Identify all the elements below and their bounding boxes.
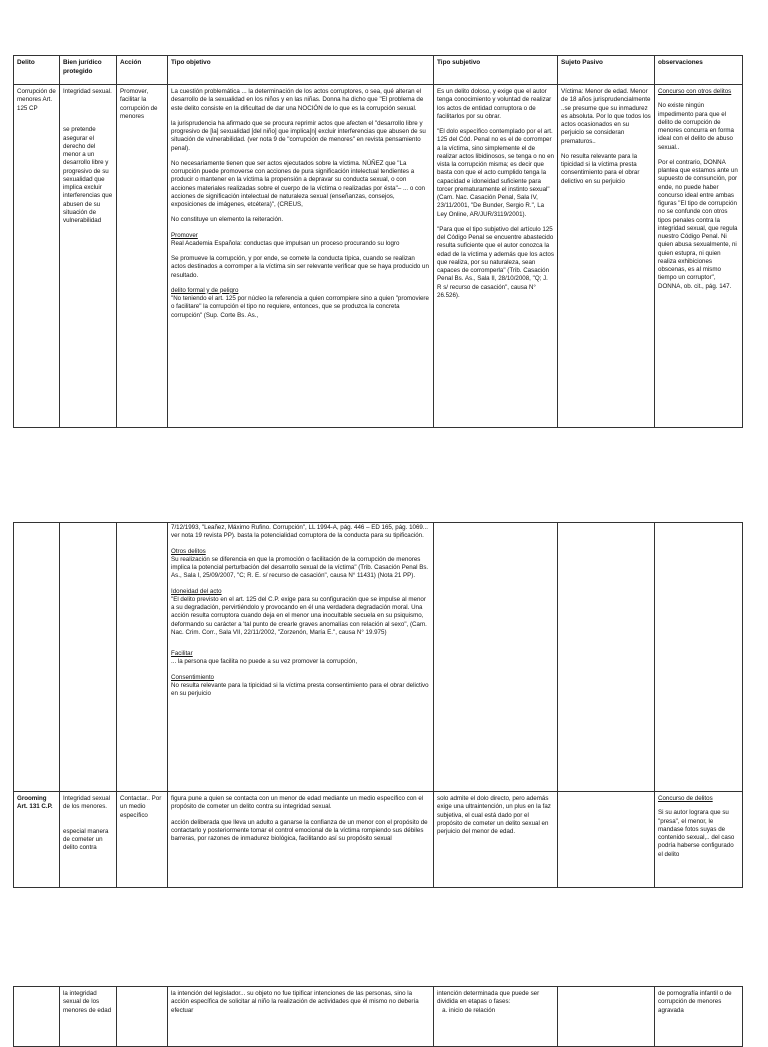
paragraph: "Para que el tipo subjetivo del artículo 125 del Código Penal se encuentre abastecido resulta suficiente que el autor conozca la edad de la víctima y además que los actos que realiza, por su naturaleza, sean capaces de corromperla" (Trib. Casación Penal Bs. As., Sala II, 28/10/2008, "Q; J. R s/ recurso de casación", causa N° 26.526). <box>437 225 554 299</box>
paragraph: No existe ningún impedimento para que el delito de corrupción de menores concurra en forma ideal con el delito de abuso sexual.. <box>658 102 735 151</box>
table-row <box>14 85 743 428</box>
paragraph: Se promueve la corrupción, y por ende, se comete la conducta típica, cuando se realizan actos destinados a corromper a la víctima sin ser relevante verificar que se haya producido un resultado. <box>171 255 429 279</box>
paragraph: No resulta relevante para la tipicidad si la víctima presta consentimiento para el obrar delictivo en su perjuicio <box>561 152 640 185</box>
paragraph: Si su autor lograra que su "presa", el menor, le mandase fotos suyas de contenido sexual,.. del caso podría haberse configurado el delito <box>658 809 735 858</box>
bien-juridico-detail: especial manera de cometer un delito contra <box>63 827 109 851</box>
paragraph: "No teniendo el art. 125 por núcleo la referencia a quien corrompiere sino a quien "promoviere o facilitare" la corrupción el tipo no requiere, entonces, que se produzca la concreta corrupción" (Sup. Corte Bs. As., <box>171 295 429 319</box>
cell-delito <box>14 987 60 1047</box>
bien-juridico-text: Integridad sexual de los menores. <box>63 795 111 811</box>
cell-tipo-subjetivo <box>434 523 558 792</box>
cell-sujeto-pasivo <box>558 792 655 888</box>
cell-accion <box>117 987 168 1047</box>
paragraph: 7/12/1993, "Leañez, Máximo Rufino. Corrupción", LL 1994-A, pág. 446 – ED 165, pág. 1069... ver nota 19 revista PP). basta la potencialidad corruptora de la conducta para su tipificación. <box>171 524 428 540</box>
subheading-peligro: delito formal y de peligro <box>171 286 239 294</box>
subheading-facilitar: Facilitar <box>171 650 193 657</box>
cell-bien-juridico <box>60 85 117 428</box>
header-accion: Acción <box>117 56 168 85</box>
table-row <box>14 792 743 888</box>
table-row <box>14 987 743 1047</box>
header-bien-juridico: Bien jurídico protegido <box>60 56 117 85</box>
header-tipo-objetivo: Tipo objetivo <box>168 56 434 85</box>
header-delito: Delito <box>14 56 60 85</box>
cell-bien-juridico: la integridad sexual de los menores de edad <box>60 987 117 1047</box>
paragraph: Es un delito doloso, y exige que el autor tenga conocimiento y voluntad de realizar los actos de entidad corruptora o de facilitarlos por su obrar. <box>437 88 552 120</box>
paragraph: "El delito previsto en el art. 125 del C.P. exige para su configuración que se impulse al menor a su degradación, pervirtiéndolo y provocando en él una verdadera degradación moral. Una acción resulta corruptora cuando deja en el menor una inocultable secuela en su psiquismo, deformando su carácter a 'tal punto de crearle graves anomalías con relación al sexo", (Cam. Nac. Crim. Corr., Sala VII, 22/11/2002, "Zorzenón, María E.", causa N° 19.975) <box>171 595 427 636</box>
subheading-consentimiento: Consentimiento <box>171 673 214 681</box>
subheading-otros-delitos: Otros delitos <box>171 547 206 555</box>
paragraph: "El dolo específico contemplado por el art. 125 del Cód. Penal no es el de corromper a la víctima, sino simplemente el de realizar actos libidinosos, se tenga o no en vista la corrupción misma; es decir que basta con que el acto cumplido tenga la capacidad e idoneidad suficiente para torcer prematuramente el instinto sexual" (Cam. Nac. Casación Penal, Sala IV, 23/11/2001, "De Bunder, Sergio R.", La Ley Online, AR/JUR/3119/2001). <box>437 128 554 218</box>
cell-observaciones <box>655 523 743 792</box>
criminal-law-table-section-1 <box>13 55 743 428</box>
cell-tipo-subjetivo <box>434 987 558 1047</box>
cell-tipo-subjetivo: solo admite el dolo directo, pero además exige una ultraintención, un plus en la faz subjetiva, el cual está dado por el propósito de cometer un delito sexual en perjuicio del menor de edad. <box>434 792 558 888</box>
cell-tipo-objetivo: la intención del legislador... su objeto no fue tipificar intenciones de las personas, sino la acción específica de solicitar al niño la realización de actividades que él mismo no debería efectuar <box>168 987 434 1047</box>
subheading-concurso: Concurso de delitos <box>658 795 713 802</box>
paragraph: figura pune a quien se contacta con un menor de edad mediante un medio específico con el propósito de cometer un delito contra su integridad sexual. <box>171 795 424 811</box>
cell-accion: Contactar.. Por un medio específico <box>117 792 168 888</box>
paragraph: No necesariamente tienen que ser actos ejecutados sobre la víctima. NÚÑEZ que "La corrupción puede promoverse con acciones de pura significación intelectual tendientes a producir o mantener en la víctima la propensión a depravar su conducta sexual, o con acciones materiales realizadas sobre el cuerpo de la víctima o realizadas por ésta"– ... o con acciones de significación intelectual de naturaleza sexual (enseñanzas, consejos, exposiciones de imágenes, etcétera)", (CREUS, <box>171 159 425 208</box>
paragraph: acción deliberada que lleva un adulto a ganarse la confianza de un menor con el propósito de contactarlo y posteriormente tomar el control emocional de la víctima rompiendo sus débiles barreras, por razones de inmadurez biológica, facilitando así su propósito sexual <box>171 818 428 842</box>
cell-bien-juridico <box>60 792 117 888</box>
cell-bien-juridico <box>60 523 117 792</box>
paragraph: intención determinada que puede ser dividida en etapas o fases: <box>437 990 540 1006</box>
table-row <box>14 523 743 792</box>
subheading-idoneidad: Idoneidad del acto <box>171 587 222 595</box>
header-sujeto-pasivo: Sujeto Pasivo <box>558 56 655 85</box>
cell-accion <box>117 523 168 792</box>
subheading-promover: Promover <box>171 231 198 239</box>
cell-observaciones <box>655 792 743 888</box>
cell-observaciones <box>655 85 743 428</box>
cell-delito: Corrupción de menores Art. 125 CP <box>14 85 60 428</box>
bien-juridico-text: Integridad sexual. <box>63 88 112 95</box>
header-row <box>14 56 743 85</box>
header-tipo-subjetivo: Tipo subjetivo <box>434 56 558 85</box>
cell-tipo-subjetivo <box>434 85 558 428</box>
header-observaciones: observaciones <box>655 56 743 85</box>
paragraph: Víctima: Menor de edad. Menor de 18 años jurisprudencialmente ..se presume que su inmadurez es absoluta. Por lo que todos los actos ocasionados en su perjuicio se consideran prematuros.. <box>561 88 651 145</box>
paragraph: No resulta relevante para la tipicidad si la víctima presta consentimiento para el obrar delictivo en su perjuicio <box>171 681 429 697</box>
paragraph: Su realización se diferencia en que la promoción o facilitación de la corrupción de menores implica la potencial perturbación del desarrollo sexual de la víctima" (Trib. Casación Penal Bs. As., Sala I, 25/09/2007, "C; R. E. s/ recurso de casación", causa N° 11431) (Nota 21 PP). <box>171 555 429 580</box>
cell-accion: Promover, facilitar la corrupción de menores <box>117 85 168 428</box>
cell-delito: Grooming Art. 131 C.P. <box>14 792 60 888</box>
cell-tipo-objetivo <box>168 523 434 792</box>
paragraph: la jurisprudencia ha afirmado que se procura reprimir actos que afecten el "desarrollo libre y progresivo de [la] sexualidad [del niño] que implica[n] excluir interferencias que abusen de su situación de vulnerabilidad. (ver nota 9 de "corrupción de menores" en revista pensamiento penal). <box>171 119 426 152</box>
cell-sujeto-pasivo <box>558 85 655 428</box>
cell-tipo-objetivo <box>168 792 434 888</box>
bien-juridico-detail: se pretende asegurar el derecho del menor a un desarrollo libre y progresivo de su sexualidad que implica excluir interferencias que abusen de su situación de vulnerabilidad <box>63 126 113 224</box>
cell-sujeto-pasivo <box>558 987 655 1047</box>
paragraph: ... la persona que facilita no puede a su vez promover la corrupción, <box>171 658 358 666</box>
list-item: a. inicio de relación <box>449 1007 554 1015</box>
cell-tipo-objetivo <box>168 85 434 428</box>
paragraph: Por el contrario, DONNA plantea que estamos ante un supuesto de consunción, por ende, no puede haber concurso ideal entre ambas figuras "El tipo de corrupción no se confunde con otros tipos penales contra la integridad sexual, que regula nuestro Código Penal. Ni quien abusa sexualmente, ni quien estupra, ni quien realiza exhibiciones obscenas, es al mismo tiempo un corruptor", DONNA, ob. cit., pág. 147. <box>658 158 738 290</box>
cell-observaciones: de pornografía infantil o de corrupción de menores agravada <box>655 987 743 1047</box>
paragraph: No constituye un elemento la reiteración. <box>171 216 284 224</box>
cell-sujeto-pasivo <box>558 523 655 792</box>
subheading-concurso: Concurso con otros delitos <box>658 88 732 95</box>
paragraph: La cuestión problemática ... la determinación de los actos corruptores, o sea, qué alteran el desarrollo de la sexualidad en los niños y en las niñas. Donna ha dicho que "El problema de este delito consiste en la dificultad de dar una NOCIÓN de lo que es la corrupción sexual. <box>171 88 424 112</box>
cell-delito <box>14 523 60 792</box>
paragraph: Real Academia Española: conductas que impulsan un proceso procurando su logro <box>171 239 400 247</box>
phase-list <box>437 1007 554 1015</box>
criminal-law-table-section-3 <box>13 986 743 1047</box>
criminal-law-table-section-2 <box>13 522 743 888</box>
